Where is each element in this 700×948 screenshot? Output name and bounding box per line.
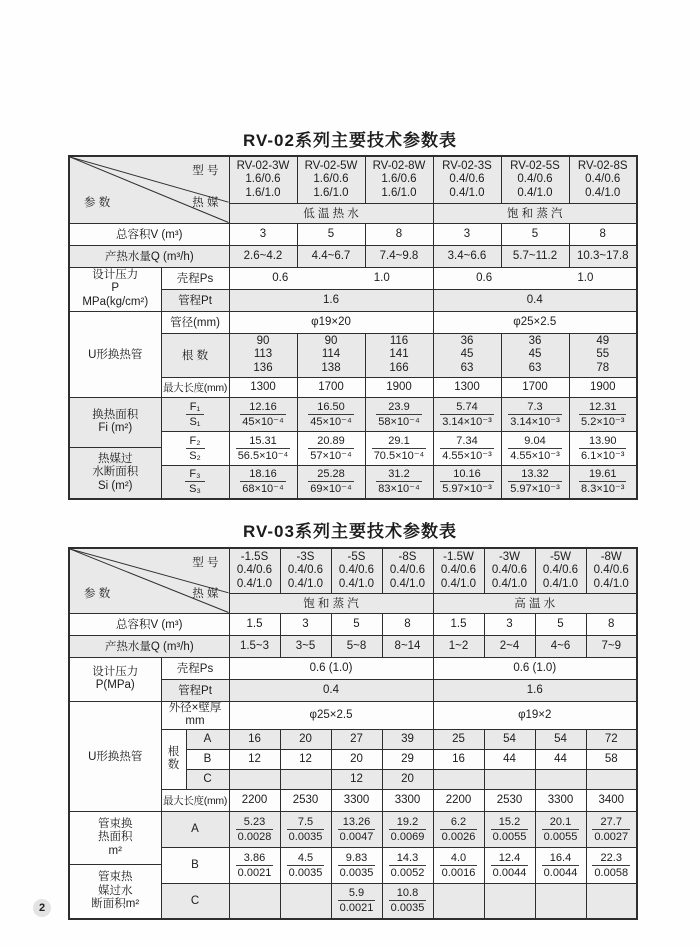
empty-cell	[484, 883, 535, 919]
row-label: 管束换 热面积 m²	[98, 817, 133, 857]
page-number-badge: 2	[33, 899, 51, 917]
row-label-design-pressure: 设计压力 P MPa(kg/cm²)	[69, 267, 161, 311]
data-cell: 5	[297, 223, 365, 245]
data-cell: 8	[586, 613, 637, 635]
model-header: RV-02-5W 1.6/0.6 1.6/1.0	[297, 156, 365, 203]
data-cell: 3	[433, 223, 501, 245]
row-label-total-volume: 总容积V (m³)	[69, 613, 229, 635]
data-cell: 0.4	[433, 289, 637, 311]
data-cell: 1.6	[229, 289, 433, 311]
media-header-low-temp-water: 低 温 热 水	[229, 203, 433, 223]
data-cell: 1.5	[229, 613, 280, 635]
model-header: RV-02-3S 0.4/0.6 0.4/1.0	[433, 156, 501, 203]
data-cell: $\frac{5.74}{\text{3.14×10⁻³}}$	[433, 397, 501, 431]
row-sublabel-tube-count: 根 数	[161, 333, 229, 377]
rv03-parameter-table	[68, 547, 638, 920]
data-cell: 8	[569, 223, 637, 245]
data-cell: 54	[484, 729, 535, 749]
data-cell: $\frac{18.16}{\text{68×10⁻⁴}}$	[229, 465, 297, 499]
data-cell: $\frac{19.61}{\text{8.3×10⁻³}}$	[569, 465, 637, 499]
data-cell: $\frac{5.23}{0.0028}$	[229, 811, 280, 847]
row-sublabel-max-length: 最大长度(mm)	[161, 789, 229, 811]
empty-cell	[229, 883, 280, 919]
data-cell: $\frac{12.31}{\text{5.2×10⁻³}}$	[569, 397, 637, 431]
data-cell: 29	[382, 749, 433, 769]
row-sublabel-max-length: 最大长度(mm)	[161, 377, 229, 397]
data-cell: 90 114 138	[297, 333, 365, 377]
empty-cell	[433, 769, 484, 789]
media-header-saturated-steam: 饱 和 蒸 汽	[433, 203, 637, 223]
data-cell: 90 113 136	[229, 333, 297, 377]
data-cell: 3300	[382, 789, 433, 811]
row-label-u-tube: U形换热管	[69, 701, 161, 811]
row-sublabel-shell-ps: 壳程Ps	[161, 657, 229, 679]
data-cell: 49 55 78	[569, 333, 637, 377]
row-sublabel-b: B	[186, 749, 229, 769]
row-sublabel-c: C	[186, 769, 229, 789]
data-cell: φ25×2.5	[229, 701, 433, 729]
data-cell: $\frac{12.4}{0.0044}$	[484, 847, 535, 883]
model-header: RV-02-5S 0.4/0.6 0.4/1.0	[501, 156, 569, 203]
data-cell: 7~9	[586, 635, 637, 657]
row-label-u-tube: U形换热管	[69, 311, 161, 397]
data-cell: 16	[433, 749, 484, 769]
data-cell: 10.3~17.8	[569, 245, 637, 267]
data-cell: 1~2	[433, 635, 484, 657]
row-sublabel-b: B	[161, 847, 229, 883]
data-cell: $\frac{14.3}{0.0052}$	[382, 847, 433, 883]
data-cell: $\frac{9.83}{0.0035}$	[331, 847, 382, 883]
model-header: -8W 0.4/0.6 0.4/1.0	[586, 548, 637, 593]
data-cell: 1.6	[433, 679, 637, 701]
data-cell: 116 141 166	[365, 333, 433, 377]
row-sublabel-tube-pt: 管程Pt	[161, 289, 229, 311]
data-cell: 16	[229, 729, 280, 749]
data-cell: 1.5	[433, 613, 484, 635]
data-cell: $\frac{23.9}{\text{58×10⁻⁴}}$	[365, 397, 433, 431]
row-label-hot-water-output: 产热水量Q (m³/h)	[69, 635, 229, 657]
data-cell: 3	[280, 613, 331, 635]
row-label-design-pressure: 设计压力 P(MPa)	[69, 657, 161, 701]
row-sublabel-od-thickness: 外径×壁厚 mm	[161, 701, 229, 729]
model-header: -8S 0.4/0.6 0.4/1.0	[382, 548, 433, 593]
data-cell: $\frac{10.8}{0.0035}$	[382, 883, 433, 919]
data-cell: $\frac{27.7}{0.0027}$	[586, 811, 637, 847]
data-cell: 0.6 1.0	[229, 267, 433, 289]
data-cell: 1700	[297, 377, 365, 397]
data-cell: $\frac{4.0}{0.0016}$	[433, 847, 484, 883]
data-cell: $\frac{4.5}{0.0035}$	[280, 847, 331, 883]
data-cell: 0.4	[229, 679, 433, 701]
model-header: -3W 0.4/0.6 0.4/1.0	[484, 548, 535, 593]
row-sublabel-pipe-diameter: 管径(mm)	[161, 311, 229, 333]
data-cell: 54	[535, 729, 586, 749]
row-label-bundle-area-group	[69, 811, 161, 919]
row-label: 换热面积 Fi (m²)	[92, 408, 139, 435]
data-cell: $\frac{16.4}{0.0044}$	[535, 847, 586, 883]
row-sublabel-a: A	[161, 811, 229, 847]
row-sublabel-tube-count: 根 数	[161, 729, 186, 789]
data-cell: 20	[331, 749, 382, 769]
data-cell: 72	[586, 729, 637, 749]
row-label-heat-area-group	[69, 397, 161, 499]
frac-label-f2s2: $\frac{\text{F₂}}{\text{S₂}}$	[161, 431, 229, 465]
data-cell: $\frac{9.04}{\text{4.55×10⁻³}}$	[501, 431, 569, 465]
data-cell: $\frac{3.86}{0.0021}$	[229, 847, 280, 883]
corner-label-media: 热 媒	[192, 196, 219, 209]
data-cell: 1900	[365, 377, 433, 397]
frac-label-f1s1: $\frac{\text{F₁}}{\text{S₁}}$	[161, 397, 229, 431]
table2-title: RV-03系列主要技术参数表	[243, 522, 457, 541]
data-cell: 3.4~6.6	[433, 245, 501, 267]
model-header: -3S 0.4/0.6 0.4/1.0	[280, 548, 331, 593]
data-cell: 8	[382, 613, 433, 635]
row-sublabel-a: A	[186, 729, 229, 749]
data-cell: 12	[280, 749, 331, 769]
data-cell: 2530	[280, 789, 331, 811]
data-cell: 0.6 1.0	[433, 267, 637, 289]
data-cell: $\frac{13.90}{\text{6.1×10⁻³}}$	[569, 431, 637, 465]
data-cell: 2~4	[484, 635, 535, 657]
data-cell: 12	[331, 769, 382, 789]
data-cell: $\frac{20.89}{\text{57×10⁻⁴}}$	[297, 431, 365, 465]
data-cell: $\frac{13.26}{0.0047}$	[331, 811, 382, 847]
corner-label-param: 参 数	[84, 587, 111, 600]
data-cell: 0.6 (1.0)	[433, 657, 637, 679]
data-cell: 7.4~9.8	[365, 245, 433, 267]
data-cell: $\frac{29.1}{\text{70.5×10⁻⁴}}$	[365, 431, 433, 465]
data-cell: 5	[501, 223, 569, 245]
model-header: RV-02-3W 1.6/0.6 1.6/1.0	[229, 156, 297, 203]
data-cell: 0.6 (1.0)	[229, 657, 433, 679]
data-cell: 5~8	[331, 635, 382, 657]
row-label-hot-water-output: 产热水量Q (m³/h)	[69, 245, 229, 267]
data-cell: $\frac{16.50}{\text{45×10⁻⁴}}$	[297, 397, 365, 431]
row-sublabel-c: C	[161, 883, 229, 919]
data-cell: 39	[382, 729, 433, 749]
data-cell: $\frac{5.9}{0.0021}$	[331, 883, 382, 919]
media-header-saturated-steam: 饱 和 蒸 汽	[229, 593, 433, 613]
empty-cell	[280, 883, 331, 919]
data-cell: 3400	[586, 789, 637, 811]
data-cell: $\frac{25.28}{\text{69×10⁻⁴}}$	[297, 465, 365, 499]
data-cell: $\frac{22.3}{0.0058}$	[586, 847, 637, 883]
rv02-parameter-table	[68, 155, 638, 500]
model-header: -5S 0.4/0.6 0.4/1.0	[331, 548, 382, 593]
model-header: RV-02-8W 1.6/0.6 1.6/1.0	[365, 156, 433, 203]
data-cell: $\frac{7.3}{\text{3.14×10⁻³}}$	[501, 397, 569, 431]
data-cell: 5	[331, 613, 382, 635]
data-cell: 5	[535, 613, 586, 635]
data-cell: 27	[331, 729, 382, 749]
model-header: -5W 0.4/0.6 0.4/1.0	[535, 548, 586, 593]
data-cell: 20	[382, 769, 433, 789]
table1-title: RV-02系列主要技术参数表	[243, 131, 457, 150]
empty-cell	[535, 769, 586, 789]
row-label: 热媒过 水断面积 Si (m²)	[70, 447, 161, 498]
data-cell: 2.6~4.2	[229, 245, 297, 267]
data-cell: 25	[433, 729, 484, 749]
data-cell: 1.5~3	[229, 635, 280, 657]
media-header-high-temp-water: 高 温 水	[433, 593, 637, 613]
data-cell: 4~6	[535, 635, 586, 657]
data-cell: $\frac{31.2}{\text{83×10⁻⁴}}$	[365, 465, 433, 499]
row-label-total-volume: 总容积V (m³)	[69, 223, 229, 245]
data-cell: $\frac{20.1}{0.0055}$	[535, 811, 586, 847]
data-cell: 3~5	[280, 635, 331, 657]
data-cell: 44	[535, 749, 586, 769]
data-cell: $\frac{12.16}{\text{45×10⁻⁴}}$	[229, 397, 297, 431]
data-cell: 36 45 63	[501, 333, 569, 377]
data-cell: $\frac{15.2}{0.0055}$	[484, 811, 535, 847]
data-cell: 8~14	[382, 635, 433, 657]
data-cell: φ19×2	[433, 701, 637, 729]
data-cell: 12	[229, 749, 280, 769]
corner-label-param: 参 数	[84, 196, 111, 209]
data-cell: 58	[586, 749, 637, 769]
data-cell: 44	[484, 749, 535, 769]
data-cell: 5.7~11.2	[501, 245, 569, 267]
data-cell: φ19×20	[229, 311, 433, 333]
data-cell: φ25×2.5	[433, 311, 637, 333]
corner-label-model: 型 号	[192, 165, 219, 177]
data-cell: 1700	[501, 377, 569, 397]
model-header: RV-02-8S 0.4/0.6 0.4/1.0	[569, 156, 637, 203]
empty-cell	[484, 769, 535, 789]
data-cell: 3	[229, 223, 297, 245]
data-cell: $\frac{6.2}{0.0026}$	[433, 811, 484, 847]
data-cell: $\frac{7.34}{\text{4.55×10⁻³}}$	[433, 431, 501, 465]
data-cell: $\frac{7.5}{0.0035}$	[280, 811, 331, 847]
frac-label-f3s3: $\frac{\text{F₃}}{\text{S₃}}$	[161, 465, 229, 499]
data-cell: 1900	[569, 377, 637, 397]
data-cell: 2530	[484, 789, 535, 811]
data-cell: $\frac{15.31}{\text{56.5×10⁻⁴}}$	[229, 431, 297, 465]
empty-cell	[280, 769, 331, 789]
data-cell: 2200	[229, 789, 280, 811]
empty-cell	[586, 883, 637, 919]
data-cell: $\frac{19.2}{0.0069}$	[382, 811, 433, 847]
data-cell: 1300	[229, 377, 297, 397]
data-cell: 3300	[331, 789, 382, 811]
empty-cell	[433, 883, 484, 919]
row-sublabel-tube-pt: 管程Pt	[161, 679, 229, 701]
data-cell: $\frac{13.32}{\text{5.97×10⁻³}}$	[501, 465, 569, 499]
corner-header	[69, 548, 229, 613]
model-header: -1.5W 0.4/0.6 0.4/1.0	[433, 548, 484, 593]
data-cell: 3	[484, 613, 535, 635]
corner-label-media: 热 媒	[192, 587, 219, 600]
empty-cell	[229, 769, 280, 789]
data-cell: 20	[280, 729, 331, 749]
empty-cell	[535, 883, 586, 919]
data-cell: 3300	[535, 789, 586, 811]
data-cell: 1300	[433, 377, 501, 397]
data-cell: 8	[365, 223, 433, 245]
corner-header	[69, 156, 229, 223]
row-label: 管束热 媒过水 断面积m²	[70, 864, 161, 918]
corner-label-model: 型 号	[192, 557, 219, 569]
data-cell: 4.4~6.7	[297, 245, 365, 267]
data-cell: $\frac{10.16}{\text{5.97×10⁻³}}$	[433, 465, 501, 499]
empty-cell	[586, 769, 637, 789]
data-cell: 36 45 63	[433, 333, 501, 377]
model-header: -1.5S 0.4/0.6 0.4/1.0	[229, 548, 280, 593]
data-cell: 2200	[433, 789, 484, 811]
row-sublabel-shell-ps: 壳程Ps	[161, 267, 229, 289]
